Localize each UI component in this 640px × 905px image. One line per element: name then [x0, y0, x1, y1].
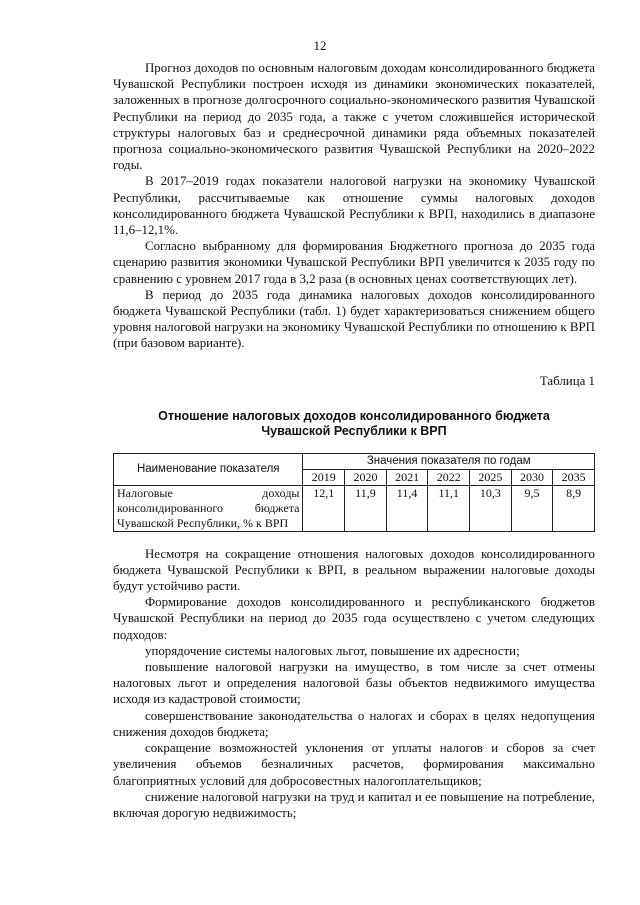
table-header-row — [114, 453, 595, 469]
document-body — [113, 60, 595, 821]
header-values: Значения показателя по годам — [303, 453, 595, 469]
row-label: Налоговые доходы консолидированного бюджета Чувашской Республики, % к ВРП — [114, 485, 303, 531]
table-title-line: Отношение налоговых доходов консолидированного бюджета — [158, 408, 550, 423]
table-title-line: Чувашской Республики к ВРП — [261, 423, 447, 438]
value-cell: 11,9 — [345, 485, 387, 531]
list-item: совершенствование законодательства о налогах и сборах в целях недопущения снижения доходов бюджета; — [113, 708, 595, 739]
list-item: сокращение возможностей уклонения от уплаты налогов и сборов за счет увеличения объемов безналичных расчетов, формирования максимально благоприятных условий для добросовестных налогоплательщиков; — [113, 741, 595, 788]
paragraph: Прогноз доходов по основным налоговым доходам консолидированного бюджета Чувашской Республики построен исходя из динамики экономических показателей, заложенных в прогнозе долгосрочного социально-экономического развития Чувашской Республики на период до 2035 года, а также с учетом сложившейся исторической структуры налоговых баз и среднесрочной динамики ряда объемных показателей прогноза социально-экономического развития Чувашской Республики на 2020–2022 годы. — [113, 61, 595, 173]
value-cell: 9,5 — [511, 485, 553, 531]
header-indicator: Наименование показателя — [114, 453, 303, 485]
year-cell: 2022 — [428, 469, 470, 485]
year-cell: 2021 — [386, 469, 428, 485]
value-cell: 12,1 — [303, 485, 345, 531]
list-item: повышение налоговой нагрузки на имущество, в том числе за счет отмены налоговых льгот и определения налоговой базы объектов недвижимого имущества исходя из кадастровой стоимости; — [113, 660, 595, 707]
paragraph: В 2017–2019 годах показатели налоговой нагрузки на экономику Чувашской Республики, рассчитываемые как отношение суммы налоговых доходов консолидированного бюджета Чувашской Республики к ВРП, находились в диапазоне 11,6–12,1%. — [113, 174, 595, 238]
paragraph: Несмотря на сокращение отношения налоговых доходов консолидированного бюджета Чувашской Республики к ВРП, в реальном выражении налоговые доходы будут устойчиво расти. — [113, 546, 595, 594]
value-cell: 10,3 — [470, 485, 512, 531]
year-cell: 2020 — [345, 469, 387, 485]
paragraph: Формирование доходов консолидированного и республиканского бюджетов Чувашской Республики на период до 2035 года осуществлено с учетом следующих подходов: — [113, 595, 595, 642]
value-cell: 11,1 — [428, 485, 470, 531]
year-cell: 2030 — [511, 469, 553, 485]
value-cell: 11,4 — [386, 485, 428, 531]
paragraph: Согласно выбранному для формирования Бюджетного прогноза до 2035 года сценарию развития экономики Чувашской Республики ВРП увеличится к 2035 году по сравнению с уровнем 2017 года в 3,2 раза (в основных ценах соответствующих лет). — [113, 239, 595, 286]
year-cell: 2025 — [470, 469, 512, 485]
table-title — [113, 409, 595, 439]
value-cell: 8,9 — [553, 485, 595, 531]
table-caption: Таблица 1 — [539, 373, 595, 388]
year-cell: 2019 — [303, 469, 345, 485]
page-number: 12 — [313, 38, 327, 53]
paragraph: В период до 2035 года динамика налоговых доходов консолидированного бюджета Чувашской Республики (табл. 1) будет характеризоваться снижением общего уровня налоговой нагрузки на экономику Чувашской Республики по отношению к ВРП (при базовом варианте). — [113, 287, 595, 351]
list-item: упорядочение системы налоговых льгот, повышение их адресности; — [145, 643, 520, 658]
year-cell: 2035 — [553, 469, 595, 485]
list-item: снижение налоговой нагрузки на труд и капитал и ее повышение на потребление, включая дорогую недвижимость; — [113, 789, 595, 820]
data-table — [113, 453, 595, 532]
table-row — [114, 485, 595, 531]
